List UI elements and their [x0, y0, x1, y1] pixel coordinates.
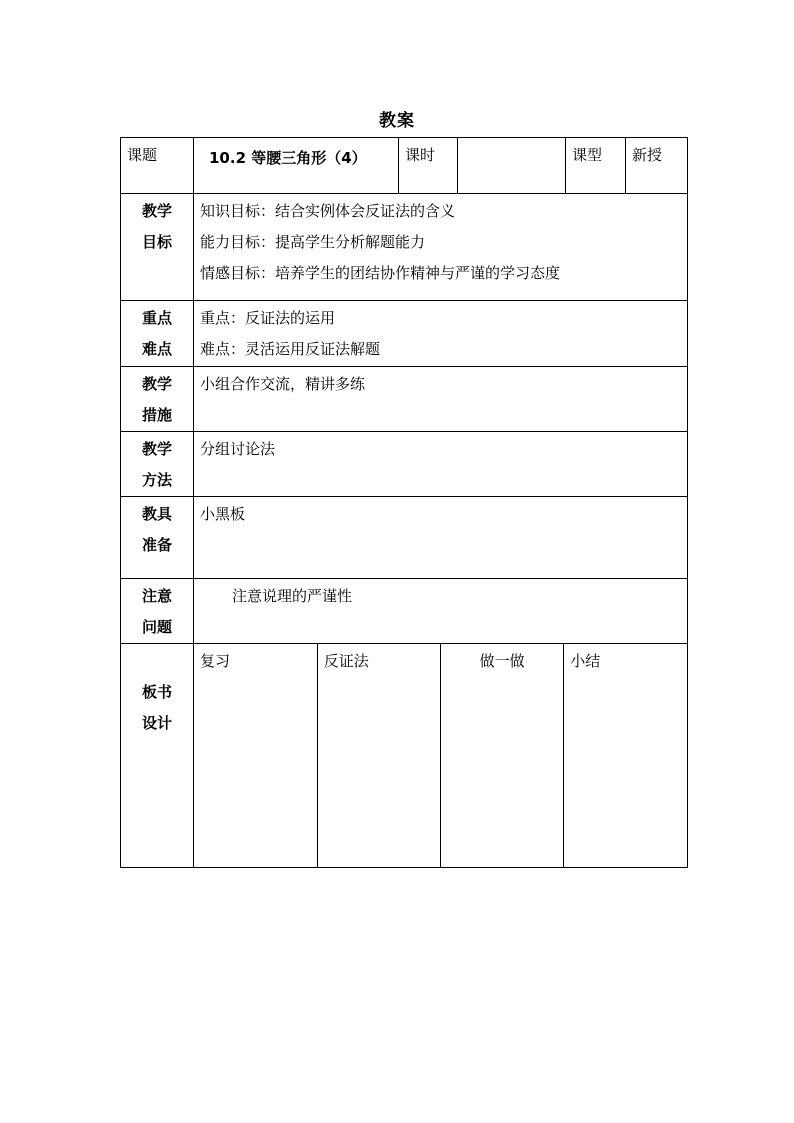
type-label: 课型 — [566, 138, 626, 194]
document-title: 教案 — [379, 111, 415, 131]
methods-label-line-2: 方法 — [141, 471, 172, 489]
board-column-summary: 小结 — [564, 644, 687, 867]
methods-row — [121, 432, 688, 497]
measures-label — [121, 367, 194, 432]
key-point: 重点：反证法的运用 — [200, 309, 336, 327]
board-column-contradiction: 反证法 — [317, 644, 440, 867]
topic-label: 课题 — [121, 138, 194, 194]
difficult-point: 难点：灵活运用反证法解题 — [200, 340, 381, 358]
notes-content: 注意说理的严谨性 — [194, 579, 688, 644]
header-row — [121, 138, 688, 194]
methods-label — [121, 432, 194, 497]
tools-content: 小黑板 — [194, 497, 688, 579]
measures-label-line-2: 措施 — [141, 406, 172, 424]
notes-label — [121, 579, 194, 644]
board-content — [194, 644, 688, 868]
measures-label-line-1: 教学 — [141, 375, 172, 393]
board-label — [121, 644, 194, 868]
objectives-row — [121, 194, 688, 301]
key-points-content — [194, 301, 688, 367]
key-points-label — [121, 301, 194, 367]
type-value: 新授 — [626, 138, 688, 194]
objectives-label-line-1: 教学 — [141, 202, 172, 220]
tools-row — [121, 497, 688, 579]
period-value — [458, 138, 566, 194]
objectives-content — [194, 194, 688, 301]
notes-row — [121, 579, 688, 644]
board-row — [121, 644, 688, 868]
tools-label — [121, 497, 194, 579]
board-column-review: 复习 — [200, 652, 231, 670]
board-columns — [194, 644, 687, 867]
notes-label-line-2: 问题 — [141, 618, 172, 636]
key-points-row — [121, 301, 688, 367]
measures-content: 小组合作交流，精讲多练 — [194, 367, 688, 432]
objectives-label — [121, 194, 194, 301]
topic-value: 10.2 等腰三角形（4） — [194, 138, 399, 194]
objective-emotion: 情感目标：培养学生的团结协作精神与严谨的学习态度 — [200, 264, 561, 282]
tools-label-line-2: 准备 — [141, 536, 172, 554]
key-points-label-line-1: 重点 — [141, 309, 172, 327]
objectives-label-line-2: 目标 — [141, 233, 172, 251]
methods-content: 分组讨论法 — [194, 432, 688, 497]
notes-label-line-1: 注意 — [141, 587, 172, 605]
lesson-plan-table — [120, 137, 688, 868]
objective-ability: 能力目标：提高学生分析解题能力 — [200, 233, 426, 251]
objective-knowledge: 知识目标：结合实例体会反证法的含义 — [200, 202, 456, 220]
board-column-practice: 做一做 — [441, 644, 564, 867]
tools-label-line-1: 教具 — [141, 505, 172, 523]
methods-label-line-1: 教学 — [141, 440, 172, 458]
board-label-line-2: 设计 — [141, 714, 172, 732]
measures-row — [121, 367, 688, 432]
key-points-label-line-2: 难点 — [141, 340, 172, 358]
period-label: 课时 — [399, 138, 458, 194]
board-label-line-1: 板书 — [141, 683, 172, 701]
